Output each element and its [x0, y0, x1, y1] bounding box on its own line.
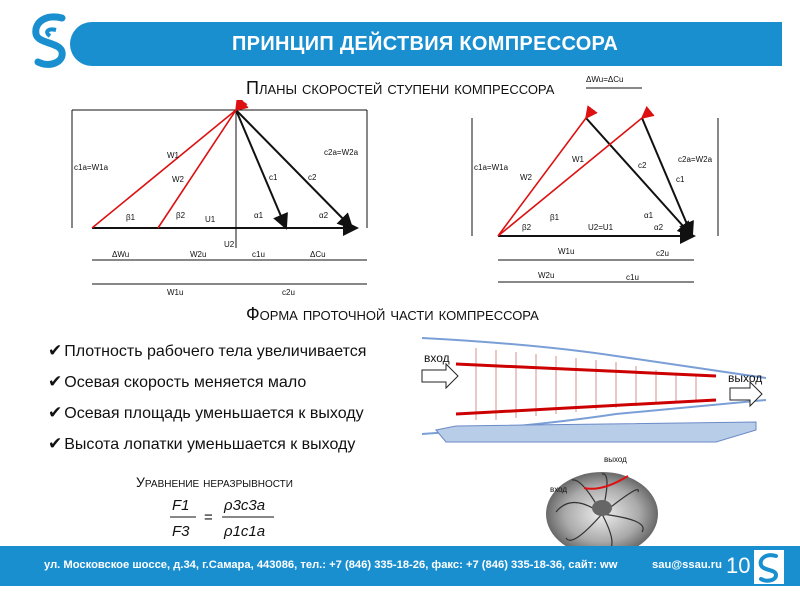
eq-rhs-denominator: ρ1c1a	[224, 523, 266, 540]
label-c2a-w2a: c2a=W2a	[678, 155, 713, 164]
footer-contact-text: ул. Московское шоссе, д.34, г.Самара, 443086, тел.: +7 (846) 335-18-26, факс: +7 (846) 335-18-36, сайт: ww	[44, 559, 618, 571]
impeller-inlet-label: вход	[550, 485, 568, 494]
svg-text:=: =	[204, 509, 213, 526]
label-c1: c1	[676, 175, 685, 184]
ssau-logo-small-icon	[754, 550, 784, 584]
label-u2: U2	[224, 240, 235, 249]
label-c2u: c2u	[282, 288, 295, 297]
velocity-diagram-right	[466, 70, 734, 296]
compressor-section-drawing	[416, 330, 778, 446]
label-c2: c2	[308, 173, 317, 182]
label-c2: c2	[638, 161, 647, 170]
label-c1u: c1u	[626, 273, 639, 282]
inlet-label: вход	[424, 351, 450, 365]
velocity-plans-title: Планы скоростей ступени компрессора	[246, 78, 555, 98]
bullet-blade-height: ✔ Высота лопатки уменьшается к выходу	[48, 434, 356, 453]
label-w2u: W2u	[538, 271, 555, 280]
label-alpha2: α2	[654, 223, 664, 232]
label-c1a-w1a: c1a=W1a	[474, 163, 509, 172]
bullet-density: ✔ Плотность рабочего тела увеличивается	[48, 341, 367, 360]
check-icon: ✔	[48, 372, 63, 391]
check-icon: ✔	[48, 403, 63, 422]
bullet-axial-area: ✔ Осевая площадь уменьшается к выходу	[48, 403, 364, 422]
label-alpha1: α1	[644, 211, 654, 220]
page-title: ПРИНЦИП ДЕЙСТВИЯ КОМПРЕССОРА	[232, 33, 619, 55]
label-beta1: β1	[126, 213, 136, 222]
label-c2u: c2u	[656, 249, 669, 258]
eq-rhs-numerator: ρ3c3a	[224, 497, 266, 514]
label-w1: W1	[167, 151, 179, 160]
continuity-equation	[168, 492, 288, 542]
label-beta1: β1	[550, 213, 560, 222]
label-u2-u1: U2=U1	[588, 223, 614, 232]
label-dwu-dcu: ΔWu=ΔCu	[586, 75, 624, 84]
label-w1u: W1u	[558, 247, 575, 256]
outlet-label: выход	[728, 371, 763, 385]
label-w2: W2	[520, 173, 532, 182]
label-w1u: W1u	[167, 288, 184, 297]
check-icon: ✔	[48, 341, 63, 360]
page-number: 10	[726, 553, 751, 578]
label-c1u: c1u	[252, 250, 265, 259]
label-w2: W2	[172, 175, 184, 184]
label-c1: c1	[269, 173, 278, 182]
label-alpha2: α2	[319, 211, 329, 220]
flow-form-title: Форма проточной части компрессора	[246, 304, 539, 324]
label-c1a-w1a: c1a=W1a	[74, 163, 109, 172]
label-alpha1: α1	[254, 211, 264, 220]
eq-lhs-numerator: F1	[172, 497, 190, 514]
check-icon: ✔	[48, 434, 63, 453]
label-beta2: β2	[176, 211, 186, 220]
velocity-diagram-left	[62, 100, 382, 300]
label-beta2: β2	[522, 223, 532, 232]
label-w2u: W2u	[190, 250, 207, 259]
label-dwu: ΔWu	[112, 250, 130, 259]
continuity-equation-title: Уравнение неразрывности	[136, 474, 293, 490]
label-c2a-w2a: c2a=W2a	[324, 148, 359, 157]
label-u1: U1	[205, 215, 216, 224]
ssau-logo-icon	[28, 12, 74, 72]
label-dcu: ΔCu	[310, 250, 326, 259]
impeller-outlet-label: выход	[604, 455, 627, 464]
eq-lhs-denominator: F3	[172, 523, 190, 540]
label-w1: W1	[572, 155, 584, 164]
bullet-axial-speed: ✔ Осевая скорость меняется мало	[48, 372, 307, 391]
footer-email: sau@ssau.ru	[652, 559, 722, 571]
